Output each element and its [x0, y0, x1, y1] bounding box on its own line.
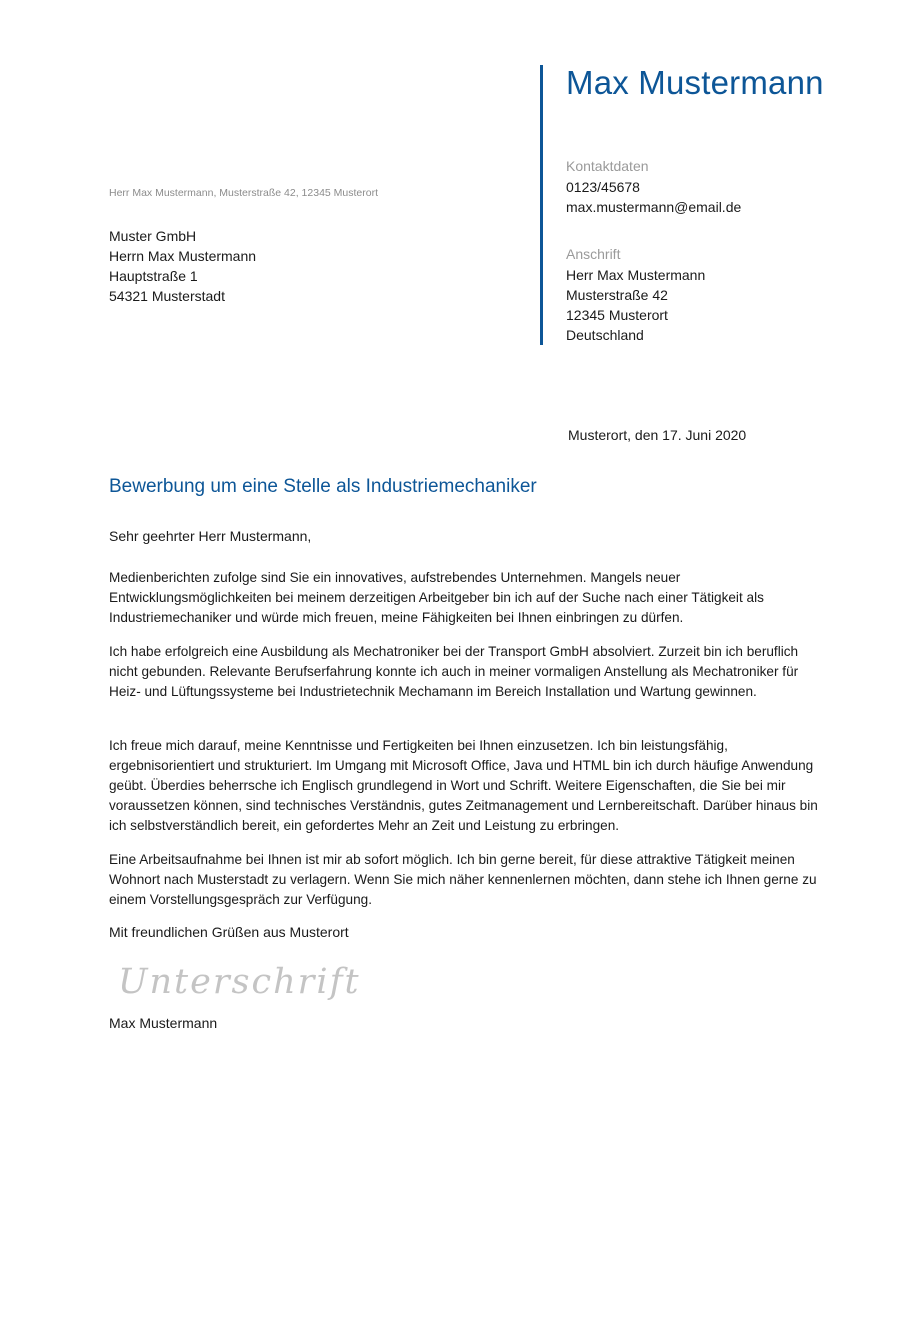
recipient-line: Herrn Max Mustermann [109, 248, 257, 264]
contact-label: Kontaktdaten [566, 158, 649, 174]
body-paragraph: Eine Arbeitsaufnahme bei Ihnen ist mir ab sofort möglich. Ich bin gerne bereit, für diese attraktive Tätigkeit meinen Wohnort nach Musterstadt zu verlagern. Wenn Sie mich näher kennenlernen möchten, dann stehe ich Ihnen gerne zu einem Vorstellungsgespräch zur Verfügung. [109, 852, 817, 907]
recipient-line: Muster GmbH [109, 228, 197, 244]
body-paragraph: Ich freue mich darauf, meine Kenntnisse und Fertigkeiten bei Ihnen einzusetzen. Ich bin leistungsfähig, ergebnisorientiert und strukturiert. Im Umgang mit Microsoft Office, Java und HTML bin ich durch häufige Anwendung geübt. Überdies beherrsche ich Englisch grundlegend in Wort und Schrift. Weitere Eigenschaften, die Sie bei mir voraussetzen können, sind technisches Verständnis, gutes Zeitmanagement und Lernbereitschaft. Darüber hinaus bin ich selbstverständlich bereit, ein gefordertes Mehr an Zeit und Leistung zu erbringen. [109, 738, 818, 833]
letter-subject: Bewerbung um eine Stelle als Industriemechaniker [109, 476, 537, 497]
address-line: Musterstraße 42 [566, 287, 668, 303]
closing-line: Mit freundlichen Grüßen aus Musterort [109, 924, 349, 940]
signature: Unterschrift [118, 962, 361, 1002]
recipient-line: Hauptstraße 1 [109, 268, 198, 284]
contact-phone: 0123/45678 [566, 179, 640, 195]
recipient-block [109, 226, 256, 306]
header-accent-rule [540, 65, 543, 345]
sender-return-line: Herr Max Mustermann, Musterstraße 42, 12345 Musterort [109, 187, 379, 199]
address-line: Herr Max Mustermann [566, 267, 706, 283]
body-paragraph: Medienberichten zufolge sind Sie ein innovatives, aufstrebendes Unternehmen. Mangels neuer Entwicklungsmöglichkeiten bei meinem derzeitigen Arbeitgeber bin ich auf der Suche nach einer Tätigkeit als Industriemechaniker und würde mich freuen, meine Fähigkeiten bei Ihnen einbringen zu dürfen. [109, 570, 764, 625]
signer-name: Max Mustermann [109, 1015, 218, 1031]
address-label: Anschrift [566, 246, 621, 262]
applicant-name: Max Mustermann [566, 64, 824, 101]
body-paragraph: Ich habe erfolgreich eine Ausbildung als Mechatroniker bei der Transport GmbH absolviert. Zurzeit bin ich beruflich nicht gebunden. Relevante Berufserfahrung konnte ich auch in meiner vormaligen Anstellung als Mechatroniker für Heiz- und Lüftungssysteme bei Industrietechnik Mechamann im Bereich Installation und Wartung gewinnen. [109, 644, 799, 699]
recipient-line: 54321 Musterstadt [109, 288, 225, 304]
salutation: Sehr geehrter Herr Mustermann, [109, 528, 312, 544]
contact-email: max.mustermann@email.de [566, 199, 742, 215]
letter-date: Musterort, den 17. Juni 2020 [568, 427, 747, 443]
address-line: Deutschland [566, 327, 644, 343]
address-line: 12345 Musterort [566, 307, 668, 323]
